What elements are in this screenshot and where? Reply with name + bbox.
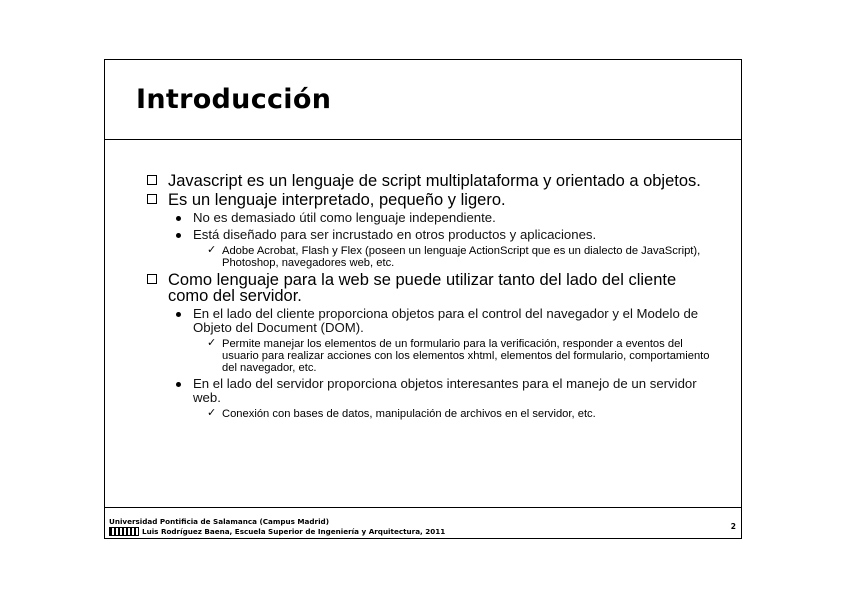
- dot-bullet-icon: [176, 382, 181, 387]
- checkmark-bullet-icon: ✓: [207, 244, 217, 256]
- dot-bullet-icon: [176, 216, 181, 221]
- checkbox-bullet-icon: [147, 194, 157, 204]
- bullet-list: [145, 173, 715, 423]
- checkbox-bullet-icon: [147, 175, 157, 185]
- bullet-level-3: ✓ Adobe Acrobat, Flash y Flex (poseen un lenguaje ActionScript que es un dialecto de JavaScript), Photoshop, navegadores web, etc.: [207, 244, 701, 269]
- bullet-level-1: Javascript es un lenguaje de script multiplataforma y orientado a objetos.: [145, 173, 715, 189]
- bullet-level-3: ✓ Conexión con bases de datos, manipulación de archivos en el servidor, etc.: [207, 407, 596, 420]
- bullet-level-3: ✓ Permite manejar los elementos de un formulario para la verificación, responder a eventos del usuario para realizar acciones con los elementos xhtml, elementos del formulario, comportamiento del navegador, etc.: [207, 337, 710, 374]
- bullet-level-1: Como lenguaje para la web se puede utilizar tanto del lado del cliente como del servidor.: [145, 272, 715, 304]
- checkmark-bullet-icon: ✓: [207, 337, 217, 349]
- bullet-level-2: No es demasiado útil como lenguaje independiente.: [145, 211, 715, 225]
- title-divider: [105, 139, 741, 140]
- footer-divider: [105, 507, 741, 508]
- bullet-level-2: En el lado del servidor proporciona objetos interesantes para el manejo de un servidor web.: [145, 377, 715, 405]
- footer-institution: Universidad Pontificia de Salamanca (Campus Madrid): [109, 517, 329, 526]
- slide-title: Introducción: [136, 84, 332, 115]
- slide: [104, 59, 742, 539]
- checkbox-bullet-icon: [147, 274, 157, 284]
- dot-bullet-icon: [176, 312, 181, 317]
- dot-bullet-icon: [176, 233, 181, 238]
- bullet-level-1: Es un lenguaje interpretado, pequeño y ligero.: [145, 192, 715, 208]
- footer: [109, 517, 445, 537]
- page-number: 2: [730, 522, 736, 531]
- checkmark-bullet-icon: ✓: [207, 407, 217, 419]
- footer-author-line: Luis Rodríguez Baena, Escuela Superior de Ingeniería y Arquitectura, 2011: [109, 527, 445, 537]
- bullet-level-2: En el lado del cliente proporciona objetos para el control del navegador y el Modelo de Objeto del Document (DOM).: [145, 307, 715, 335]
- creative-commons-icon: [109, 527, 139, 536]
- bullet-level-2: Está diseñado para ser incrustado en otros productos y aplicaciones.: [145, 228, 715, 242]
